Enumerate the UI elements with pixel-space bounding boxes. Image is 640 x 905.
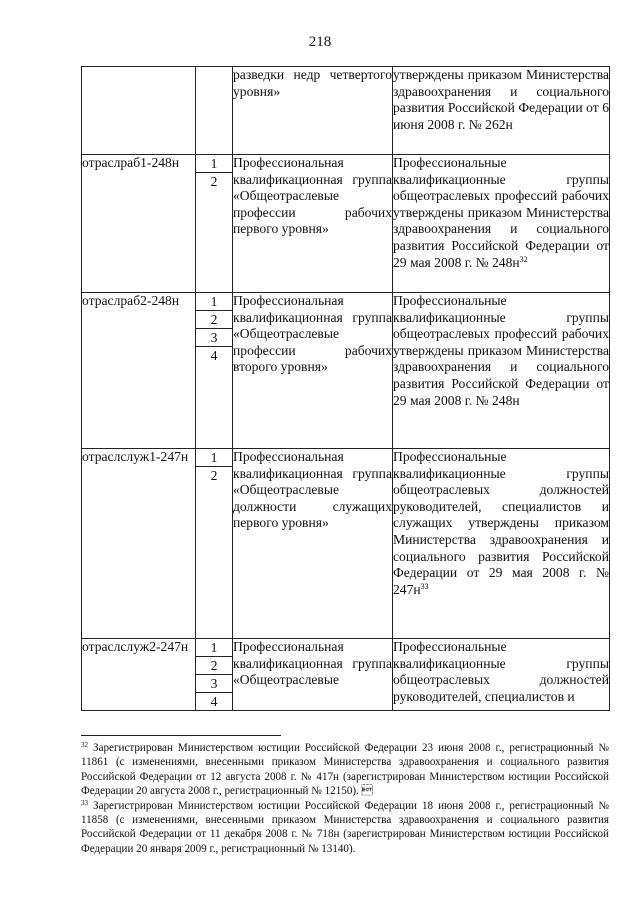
approval-text: Профессиональные квалификационные группы общеотраслевых профессий рабочих утверждены приказом Министерства здравоохранения и социального развития Российской Федерации от 29 мая 2008 г. № 248н <box>393 155 609 270</box>
group-text: Профессиональная квалификационная группа «Общеотраслевые профессии рабочих второго уровня» <box>233 293 392 375</box>
row-code: отраслраб2-248н <box>82 293 196 449</box>
level-number: 1 <box>196 293 232 311</box>
row-numbers <box>196 639 233 711</box>
row-code: отраслраб1-248н <box>82 155 196 293</box>
level-number: 4 <box>210 348 218 363</box>
footnote-mark: 33 <box>81 798 88 807</box>
level-number: 1 <box>196 639 232 657</box>
level-number: 2 <box>210 174 218 189</box>
row-group <box>233 67 393 155</box>
footnote <box>81 799 609 857</box>
row-code <box>82 67 196 155</box>
row-numbers <box>196 155 233 293</box>
row-approval <box>393 293 610 449</box>
level-number: 2 <box>210 468 218 483</box>
qualification-groups-table <box>81 66 610 711</box>
row-approval <box>393 449 610 639</box>
group-text: Профессиональная квалификационная группа «Общеотраслевые должности служащих первого уровня» <box>233 449 392 531</box>
page-number: 218 <box>308 34 332 50</box>
footnote-text: Зарегистрирован Министерством юстиции Российской Федерации 18 июня 2008 г., регистрационный № 11858 (с изменениями, внесенными приказом Министерства здравоохранения и социального развития Российской Федерации от 11 декабря 2008 г. № 718н (зарегистрирован Министерством юстиции Российской Федерации 20 января 2009 г., регистрационный № 13140). <box>81 799 610 855</box>
row-numbers <box>196 449 233 639</box>
level-number: 3 <box>196 675 232 693</box>
level-number: 1 <box>196 155 232 173</box>
table-row <box>82 293 610 449</box>
footnote-ref: 33 <box>420 581 429 591</box>
level-number: 2 <box>196 311 232 329</box>
level-number: 4 <box>210 694 218 709</box>
group-text: Профессиональная квалификационная группа «Общеотраслевые профессии рабочих первого уровня» <box>233 155 392 237</box>
footnote-trail:  <box>361 785 373 798</box>
approval-text: Профессиональные квалификационные группы общеотраслевых должностей руководителей, специалистов и служащих утверждены приказом Министерства здравоохранения и социального развития Российской Федерации от 29 мая 2008 г. № 247н <box>393 449 609 597</box>
footnote-text: Зарегистрирован Министерством юстиции Российской Федерации 23 июня 2008 г., регистрационный № 11861 (с изменениями, внесенными приказом Министерства здравоохранения и социального развития Российской Федерации от 12 августа 2008 г. № 417н (зарегистрирован Министерством юстиции Российской Федерации 20 августа 2008 г., регистрационный № 12150). <box>81 742 610 798</box>
table-row <box>82 449 610 639</box>
group-text: разведки недр четвертого уровня» <box>233 67 392 99</box>
row-group <box>233 293 393 449</box>
row-group <box>233 155 393 293</box>
footnote-ref: 32 <box>519 254 528 264</box>
approval-text: Профессиональные квалификационные группы общеотраслевых должностей руководителей, специалистов и <box>393 639 609 704</box>
level-number: 2 <box>196 657 232 675</box>
row-code: отраслслуж1-247н <box>82 449 196 639</box>
approval-text: утверждены приказом Министерства здравоохранения и социального развития Российской Федерации от 6 июня 2008 г. № 262н <box>393 67 609 132</box>
row-approval <box>393 67 610 155</box>
table-row <box>82 155 610 293</box>
table-row <box>82 67 610 155</box>
row-group <box>233 639 393 711</box>
row-numbers <box>196 293 233 449</box>
row-code: отраслслуж2-247н <box>82 639 196 711</box>
row-numbers <box>196 67 233 155</box>
group-text: Профессиональная квалификационная группа «Общеотраслевые <box>233 639 392 688</box>
level-number: 1 <box>196 449 232 467</box>
footnotes <box>81 741 609 856</box>
table-row <box>82 639 610 711</box>
footnote-mark: 32 <box>81 741 88 749</box>
row-approval <box>393 155 610 293</box>
row-group <box>233 449 393 639</box>
footnote-divider <box>81 735 281 736</box>
approval-text: Профессиональные квалификационные группы общеотраслевых профессий рабочих утверждены приказом Министерства здравоохранения и социального развития Российской Федерации от 29 мая 2008 г. № 248н <box>393 293 609 408</box>
level-number: 3 <box>196 329 232 347</box>
row-approval <box>393 639 610 711</box>
footnote <box>81 741 609 799</box>
